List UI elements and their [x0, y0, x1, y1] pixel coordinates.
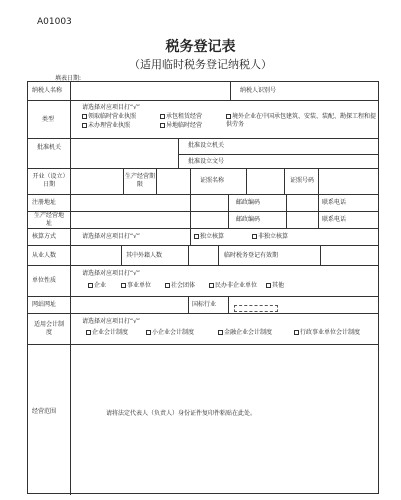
checkbox-icon[interactable]	[88, 283, 93, 288]
checkbox-icon[interactable]	[294, 330, 299, 335]
checkbox-icon[interactable]	[121, 283, 126, 288]
row-divider	[28, 228, 378, 229]
fill-date-label: 填表日期:	[55, 75, 82, 82]
col-divider	[286, 194, 287, 228]
checkbox-icon[interactable]	[252, 234, 257, 239]
open-date-label: 开业（设立）日期	[32, 173, 66, 188]
phone-label: 联系电话	[322, 199, 347, 206]
checkbox-icon[interactable]	[165, 283, 170, 288]
unit-option-private-non-enterprise[interactable]: 民办非企业单位	[209, 282, 257, 290]
col-divider	[121, 245, 122, 265]
col-divider	[70, 82, 71, 344]
form-subtitle: （适用临时税务登记纳税人）	[129, 58, 272, 71]
row-divider	[28, 296, 378, 297]
col-divider	[228, 194, 229, 228]
taxpayer-id-label: 纳税人识别号	[240, 87, 277, 94]
type-option-overseas[interactable]: 境外企业在中国承包建筑、安装、装配、勘探工程和提供劳务	[226, 113, 377, 128]
row-divider	[28, 313, 378, 314]
col-divider	[190, 168, 191, 245]
registered-address-label: 注册地址	[32, 199, 57, 206]
unit-option-institution[interactable]: 事业单位	[121, 282, 151, 290]
website-label: 网站网址	[32, 301, 57, 308]
checkbox-icon[interactable]	[266, 283, 271, 288]
checkbox-icon[interactable]	[160, 123, 165, 128]
accounting-system-label: 适用会计制度	[33, 321, 64, 336]
foreign-staff-label: 其中外籍人数	[126, 252, 163, 259]
checkbox-icon[interactable]	[226, 114, 231, 119]
acct-option-small-enterprise[interactable]: 小企业会计制度	[146, 329, 194, 337]
col-divider	[188, 296, 189, 313]
postcode-label-2: 邮政编码	[236, 216, 261, 223]
col-divider	[123, 168, 124, 194]
row-divider	[28, 211, 378, 212]
taxpayer-name-label: 纳税人名称	[32, 87, 63, 94]
row-divider	[28, 194, 378, 195]
phone-label-2: 联系电话	[322, 216, 347, 223]
accounting-non-independent[interactable]: 非独立核算	[252, 233, 288, 241]
form-title: 税务登记表	[165, 39, 236, 55]
row-divider	[28, 138, 378, 139]
checkbox-icon[interactable]	[146, 330, 151, 335]
accounting-method-label: 核算方式	[32, 233, 57, 240]
id-copy-note: 请将法定代表人（负责人）身份证件复印件粘贴在此处。	[106, 410, 257, 417]
unit-option-social-group[interactable]: 社会团体	[165, 282, 195, 290]
type-option-lease[interactable]: 承包租赁经营	[160, 113, 202, 121]
col-divider	[284, 168, 285, 194]
postcode-label: 邮政编码	[236, 199, 261, 206]
form-code: A01003	[37, 17, 72, 27]
cert-no-label: 证照号码	[290, 177, 315, 184]
checkbox-icon[interactable]	[209, 283, 214, 288]
unit-nature-instruction: 请选择对应项目打“√”	[82, 270, 141, 277]
unit-option-enterprise[interactable]: 企业	[88, 282, 106, 290]
accounting-independent[interactable]: 独立核算	[194, 233, 224, 241]
checkbox-icon[interactable]	[82, 114, 87, 119]
row-divider	[28, 344, 378, 345]
row-divider	[28, 168, 378, 169]
row-divider	[28, 100, 378, 101]
type-option-temporary-license[interactable]: 领取临时营业执照	[82, 113, 136, 121]
accounting-system-instruction: 请选择对应项目打“√”	[82, 318, 141, 325]
acct-option-administrative[interactable]: 行政事业单位会计制度	[294, 329, 360, 337]
type-instruction: 请选择对应项目打“√”	[82, 104, 141, 111]
col-divider	[188, 245, 189, 265]
business-scope-label: 经营范围	[32, 408, 57, 415]
checkbox-icon[interactable]	[86, 330, 91, 335]
checkbox-icon[interactable]	[218, 330, 223, 335]
row-divider	[178, 154, 378, 155]
registration-table	[27, 81, 379, 494]
unit-option-other[interactable]: 其他	[266, 282, 284, 290]
col-divider	[230, 82, 231, 100]
industry-code-boxes[interactable]	[234, 305, 278, 312]
checkbox-icon[interactable]	[160, 114, 165, 119]
checkbox-icon[interactable]	[82, 123, 87, 128]
type-label: 类型	[42, 116, 55, 123]
operating-term-label: 生产经营期限	[125, 173, 156, 188]
col-divider	[218, 245, 219, 265]
staff-count-label: 从业人数	[32, 252, 57, 259]
approval-org-label: 批准设立机关	[188, 142, 225, 149]
checkbox-icon[interactable]	[194, 234, 199, 239]
operating-address-label: 生产经营地址	[33, 212, 64, 227]
col-divider	[318, 194, 319, 228]
unit-nature-label: 单位性质	[32, 277, 57, 284]
type-option-offsite[interactable]: 异地临时经营	[160, 122, 202, 130]
col-divider	[178, 138, 179, 168]
approval-authority-label: 批准机关	[36, 144, 61, 151]
col-divider	[228, 296, 229, 313]
row-divider	[28, 245, 378, 246]
col-divider	[246, 168, 247, 194]
col-divider	[156, 168, 157, 194]
acct-option-enterprise[interactable]: 企业会计制度	[86, 329, 128, 337]
col-divider	[70, 344, 71, 495]
accounting-instruction: 请选择对应项目打“√”	[82, 233, 141, 240]
acct-option-financial[interactable]: 金融企业会计制度	[218, 329, 272, 337]
industry-label: 国标行业	[192, 301, 217, 308]
col-divider	[318, 168, 319, 194]
row-divider	[28, 265, 378, 266]
approval-doc-label: 批准设立文号	[188, 158, 225, 165]
type-option-no-license[interactable]: 未办理营业执照	[82, 122, 130, 130]
col-divider	[320, 245, 321, 265]
cert-name-label: 证照名称	[200, 177, 225, 184]
valid-period-label: 临时税务登记有效期	[224, 252, 279, 259]
